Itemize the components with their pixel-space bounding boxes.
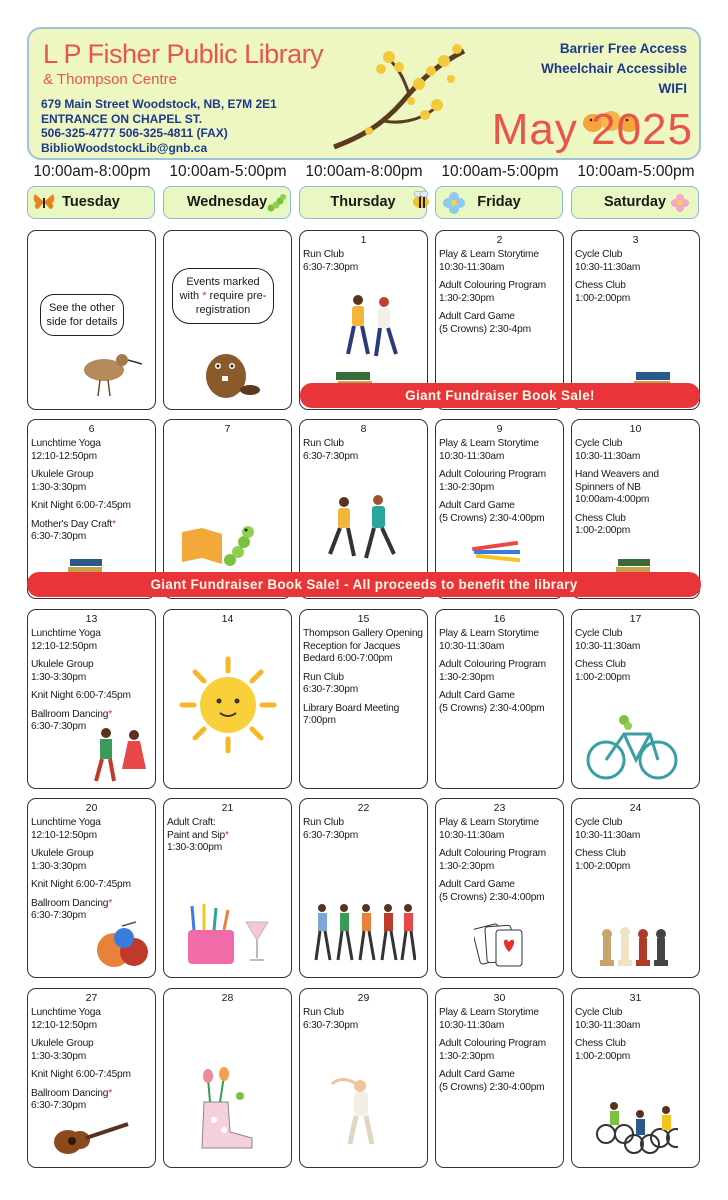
event-item	[31, 628, 153, 653]
event-title: Cycle Club	[575, 817, 623, 828]
event-detail: 10:30-11:30am	[439, 450, 505, 462]
bee-icon	[408, 189, 434, 211]
hours-friday: 10:00am-5:00pm	[441, 163, 559, 180]
event-detail: 12:10-12:50pm	[31, 450, 97, 462]
day-number: 15	[357, 613, 370, 625]
sandpiper-bird-illustration	[74, 344, 144, 399]
event-detail: 10:30-11:30am	[439, 261, 505, 273]
asterisk-symbol: *	[108, 897, 112, 909]
event-title: Mother's Day Craft*	[31, 518, 116, 530]
barrier-free-label: Barrier Free Access	[559, 41, 687, 56]
pink-flower-icon	[670, 193, 690, 213]
asterisk-symbol: *	[112, 518, 116, 530]
event-detail: 6:30-7:30pm	[31, 1100, 87, 1111]
event-item	[439, 628, 561, 653]
event-item	[575, 513, 697, 538]
event-title: Cycle Club	[575, 438, 623, 449]
event-title: Play & Learn Storytime	[439, 817, 539, 828]
event-list	[575, 438, 697, 544]
event-item	[575, 817, 697, 842]
event-detail: 1:30-2:30pm	[439, 671, 495, 683]
day-number: 31	[629, 992, 642, 1004]
event-title: Adult Craft:	[167, 817, 216, 828]
event-list	[303, 1007, 425, 1038]
event-title: Chess Club	[575, 659, 626, 670]
event-title: Chess Club	[575, 512, 626, 524]
caterpillar-icon	[267, 194, 287, 212]
hours-thursday: 10:00am-8:00pm	[305, 163, 423, 180]
event-title: Adult Card Game	[439, 1069, 515, 1080]
calendar-day-15	[299, 609, 428, 789]
event-item	[167, 817, 289, 855]
day-label: Thursday	[330, 194, 396, 210]
event-item	[303, 672, 425, 697]
sun-illustration	[178, 655, 278, 755]
event-title: Run Club	[303, 249, 344, 260]
day-number: 2	[496, 234, 503, 246]
library-name: L P Fisher Public Library	[43, 39, 324, 69]
event-title: Play & Learn Storytime	[439, 628, 539, 639]
day-number: 30	[493, 992, 506, 1004]
event-detail: 10:00am-4:00pm	[575, 494, 650, 505]
event-detail: 7:00pm	[303, 715, 336, 726]
event-detail: 10:30-11:30am	[439, 1019, 505, 1031]
ukulele-icon	[50, 1118, 132, 1158]
hours-tuesday: 10:00am-8:00pm	[33, 163, 151, 180]
event-title: Run Club	[303, 438, 344, 449]
chess-pieces-icon	[596, 924, 672, 968]
event-title: Cycle Club	[575, 628, 623, 639]
event-detail: 1:00-2:00pm	[575, 1050, 631, 1062]
event-item	[303, 628, 425, 666]
event-detail: 1:30-2:30pm	[439, 1050, 495, 1062]
day-number: 14	[221, 613, 234, 625]
asterisk-symbol: *	[108, 708, 112, 720]
event-list	[167, 817, 289, 861]
event-title: Lunchtime Yoga	[31, 1007, 101, 1018]
event-title: Knit Night 6:00-7:45pm	[31, 1069, 131, 1080]
see-other-side-note: See the other side for details	[40, 294, 124, 336]
event-title: Hand Weavers and	[575, 469, 659, 480]
event-item	[31, 519, 153, 544]
asterisk-symbol: *	[202, 290, 207, 302]
event-item	[303, 817, 425, 842]
event-detail: 10:30-11:30am	[439, 829, 505, 841]
day-number: 16	[493, 613, 506, 625]
note-text: require pre-registration	[195, 290, 267, 316]
event-item	[575, 659, 697, 684]
event-detail: 10:30-11:30am	[575, 829, 641, 841]
event-item	[439, 1038, 561, 1063]
event-detail: 10:30-11:30am	[575, 640, 641, 652]
day-header-tuesday	[27, 186, 155, 219]
event-detail: (5 Crowns) 2:30-4:00pm	[439, 1081, 545, 1093]
wheelchair-label: Wheelchair Accessible	[541, 61, 687, 76]
event-item	[439, 438, 561, 463]
event-title: Knit Night 6:00-7:45pm	[31, 879, 131, 890]
event-title: Adult Card Game	[439, 690, 515, 701]
event-detail: 10:30-11:30am	[439, 640, 505, 652]
event-list	[303, 628, 425, 734]
ballroom-dancers-illustration	[88, 725, 152, 783]
event-title: Ukulele Group	[31, 659, 94, 670]
event-item	[575, 628, 697, 653]
event-title: Cycle Club	[575, 249, 623, 260]
library-address	[41, 97, 277, 155]
event-title: Adult Colouring Program	[439, 1038, 546, 1049]
event-list	[303, 817, 425, 848]
event-item	[439, 1069, 561, 1094]
event-item	[575, 469, 697, 507]
beaver-illustration	[196, 338, 260, 402]
event-list	[575, 249, 697, 311]
event-item	[303, 438, 425, 463]
day-number: 8	[360, 423, 367, 435]
event-detail: 6:30-7:30pm	[303, 684, 359, 695]
address-line: ENTRANCE ON CHAPEL ST.	[41, 111, 203, 126]
pre-registration-note	[172, 268, 274, 324]
day-number: 21	[221, 802, 234, 814]
event-detail: 6:30-7:30pm	[31, 721, 87, 732]
event-detail: (5 Crowns) 2:30-4pm	[439, 323, 531, 335]
day-number: 3	[632, 234, 639, 246]
group-runners-illustration	[312, 900, 416, 966]
event-detail: 6:30-7:30pm	[31, 531, 87, 542]
day-header-wednesday	[163, 186, 291, 219]
event-item	[31, 817, 153, 842]
book-sale-banner-proceeds: Giant Fundraiser Book Sale! - All proceeds to benefit the library	[27, 572, 701, 597]
day-number: 1	[360, 234, 367, 246]
event-item	[439, 500, 561, 525]
event-title: Ukulele Group	[31, 469, 94, 480]
event-item	[439, 1007, 561, 1032]
event-detail: 6:30-7:30pm	[303, 1019, 359, 1031]
event-title: Ballroom Dancing*	[31, 897, 112, 909]
event-title: Adult Colouring Program	[439, 280, 546, 291]
event-item	[439, 659, 561, 684]
event-list	[575, 1007, 697, 1069]
event-title: Library Board Meeting	[303, 702, 400, 714]
event-detail: Reception for Jacques	[303, 640, 401, 652]
event-item	[439, 311, 561, 336]
event-item	[439, 879, 561, 904]
event-detail: 1:30-2:30pm	[439, 860, 495, 872]
playing-cards-icon	[474, 922, 526, 970]
event-title: Run Club	[303, 1007, 344, 1018]
address-line: 679 Main Street Woodstock, NB, E7M 2E1	[41, 97, 277, 111]
day-number: 9	[496, 423, 503, 435]
event-list	[31, 1007, 153, 1119]
event-title: Play & Learn Storytime	[439, 1007, 539, 1018]
bicycle-illustration	[584, 712, 680, 782]
event-detail: (5 Crowns) 2:30-4:00pm	[439, 891, 545, 903]
day-number: 17	[629, 613, 642, 625]
event-detail: (5 Crowns) 2:30-4:00pm	[439, 702, 545, 714]
flower-icon	[442, 191, 466, 215]
event-item	[31, 879, 153, 892]
event-detail: 1:00-2:00pm	[575, 671, 631, 683]
hours-saturday: 10:00am-5:00pm	[577, 163, 695, 180]
event-item	[31, 848, 153, 873]
event-detail: 6:30-7:30pm	[303, 829, 359, 841]
event-item	[575, 438, 697, 463]
day-number: 20	[85, 802, 98, 814]
event-list	[439, 628, 561, 721]
event-title: Cycle Club	[575, 1007, 623, 1018]
event-title: Lunchtime Yoga	[31, 438, 101, 449]
event-list	[575, 628, 697, 690]
day-label: Tuesday	[62, 194, 120, 210]
event-detail: 1:00-2:00pm	[575, 860, 631, 872]
event-detail: Paint and Sip*	[167, 829, 229, 841]
event-item	[439, 817, 561, 842]
event-title: Lunchtime Yoga	[31, 817, 101, 828]
event-detail: 12:10-12:50pm	[31, 1019, 97, 1031]
day-number: 29	[357, 992, 370, 1004]
event-title: Run Club	[303, 671, 344, 683]
day-number: 28	[221, 992, 234, 1004]
crayons-icon	[470, 540, 524, 564]
event-list	[303, 438, 425, 469]
event-title: Knit Night 6:00-7:45pm	[31, 690, 131, 701]
event-item	[31, 1007, 153, 1032]
event-title: Adult Colouring Program	[439, 469, 546, 480]
event-detail: 12:10-12:50pm	[31, 829, 97, 841]
event-detail: (5 Crowns) 2:30-4:00pm	[439, 512, 545, 524]
yoga-stretch-illustration	[326, 1072, 396, 1148]
event-detail: 10:30-11:30am	[575, 261, 641, 273]
event-item	[439, 249, 561, 274]
event-item	[303, 1007, 425, 1032]
day-number: 23	[493, 802, 506, 814]
event-item	[575, 249, 697, 274]
event-title: Ballroom Dancing*	[31, 708, 112, 720]
event-title: Adult Card Game	[439, 311, 515, 322]
runners-illustration	[322, 492, 402, 568]
hours-wednesday: 10:00am-5:00pm	[169, 163, 287, 180]
event-item	[439, 469, 561, 494]
event-item	[575, 1038, 697, 1063]
event-title: Chess Club	[575, 848, 626, 859]
paint-and-sip-illustration	[182, 902, 274, 966]
wifi-label: WIFI	[658, 81, 687, 96]
event-title: Play & Learn Storytime	[439, 249, 539, 260]
event-detail: 1:30-3:00pm	[167, 842, 223, 853]
event-title: Knit Night 6:00-7:45pm	[31, 500, 131, 511]
event-item	[303, 703, 425, 728]
event-detail: 1:30-2:30pm	[439, 292, 495, 304]
day-label: Friday	[477, 194, 521, 210]
event-title: Thompson Gallery Opening	[303, 628, 423, 639]
event-item	[31, 1038, 153, 1063]
event-list	[439, 249, 561, 342]
event-detail: 6:30-7:30pm	[303, 261, 359, 273]
event-list	[575, 817, 697, 879]
event-item	[575, 848, 697, 873]
event-item	[575, 280, 697, 305]
phone-line: 506-325-4777 506-325-4811 (FAX)	[41, 126, 228, 140]
event-item	[31, 469, 153, 494]
event-item	[439, 690, 561, 715]
event-title: Chess Club	[575, 1038, 626, 1049]
blossom-branch-illustration	[329, 39, 469, 149]
event-list	[31, 438, 153, 550]
library-subtitle: & Thompson Centre	[43, 71, 177, 88]
month-title: May 2025	[491, 105, 693, 154]
event-item	[303, 249, 425, 274]
event-list	[439, 817, 561, 910]
event-detail: 1:30-3:30pm	[31, 481, 87, 493]
event-detail: 6:30-7:30pm	[303, 450, 359, 462]
book-caterpillar-illustration	[180, 520, 270, 568]
event-detail: Bedard 6:00-7:00pm	[303, 653, 393, 664]
day-number: 6	[88, 423, 95, 435]
note-text: Events marked with	[179, 276, 260, 302]
event-item	[439, 848, 561, 873]
event-item	[31, 659, 153, 684]
day-number: 24	[629, 802, 642, 814]
event-title: Play & Learn Storytime	[439, 438, 539, 449]
event-detail: Spinners of NB	[575, 481, 641, 493]
event-item	[31, 500, 153, 513]
butterfly-icon	[32, 192, 56, 212]
accessibility-info	[541, 39, 687, 99]
calendar-day-16	[435, 609, 564, 789]
event-list	[303, 249, 425, 280]
event-detail: 1:00-2:00pm	[575, 292, 631, 304]
event-title: Adult Card Game	[439, 500, 515, 511]
event-title: Adult Colouring Program	[439, 848, 546, 859]
day-label: Wednesday	[186, 194, 268, 210]
event-detail: 1:30-2:30pm	[439, 481, 495, 493]
event-item	[31, 1069, 153, 1082]
event-list	[439, 1007, 561, 1100]
calendar-day-30	[435, 988, 564, 1168]
event-title: Ukulele Group	[31, 848, 94, 859]
book-sale-banner: Giant Fundraiser Book Sale!	[300, 383, 700, 408]
event-item	[31, 438, 153, 463]
event-detail: 1:30-3:30pm	[31, 1050, 87, 1062]
event-list	[31, 628, 153, 740]
event-title: Ballroom Dancing*	[31, 1087, 112, 1099]
event-item	[575, 1007, 697, 1032]
day-header-saturday	[571, 186, 699, 219]
yarn-balls-icon	[92, 920, 154, 970]
email-line[interactable]: BiblioWoodstockLib@gnb.ca	[41, 140, 208, 155]
event-detail: 10:30-11:30am	[575, 450, 641, 462]
event-item	[31, 690, 153, 703]
day-header-friday	[435, 186, 563, 219]
event-title: Lunchtime Yoga	[31, 628, 101, 639]
event-detail: 1:30-3:30pm	[31, 671, 87, 683]
day-label: Saturday	[603, 194, 667, 210]
event-detail: 1:00-2:00pm	[575, 525, 631, 536]
event-detail: 12:10-12:50pm	[31, 640, 97, 652]
event-title: Ukulele Group	[31, 1038, 94, 1049]
event-title: Run Club	[303, 817, 344, 828]
asterisk-symbol: *	[108, 1087, 112, 1099]
event-item	[439, 280, 561, 305]
day-number: 13	[85, 613, 98, 625]
event-detail: 1:30-3:30pm	[31, 860, 87, 872]
event-list	[439, 438, 561, 531]
event-title: Adult Card Game	[439, 879, 515, 890]
cyclists-illustration	[594, 1076, 678, 1154]
day-header-thursday	[299, 186, 427, 219]
library-header	[27, 27, 701, 160]
runners-illustration	[338, 292, 406, 364]
day-number: 22	[357, 802, 370, 814]
flower-boot-illustration	[190, 1066, 256, 1150]
day-number: 27	[85, 992, 98, 1004]
event-list	[31, 817, 153, 929]
event-title: Chess Club	[575, 280, 626, 291]
day-number: 10	[629, 423, 642, 435]
event-item	[31, 1088, 153, 1113]
day-number: 7	[224, 423, 231, 435]
asterisk-symbol: *	[225, 829, 229, 841]
event-title: Adult Colouring Program	[439, 659, 546, 670]
event-item	[31, 898, 153, 923]
event-detail: 6:30-7:30pm	[31, 910, 87, 921]
event-detail: 10:30-11:30am	[575, 1019, 641, 1031]
